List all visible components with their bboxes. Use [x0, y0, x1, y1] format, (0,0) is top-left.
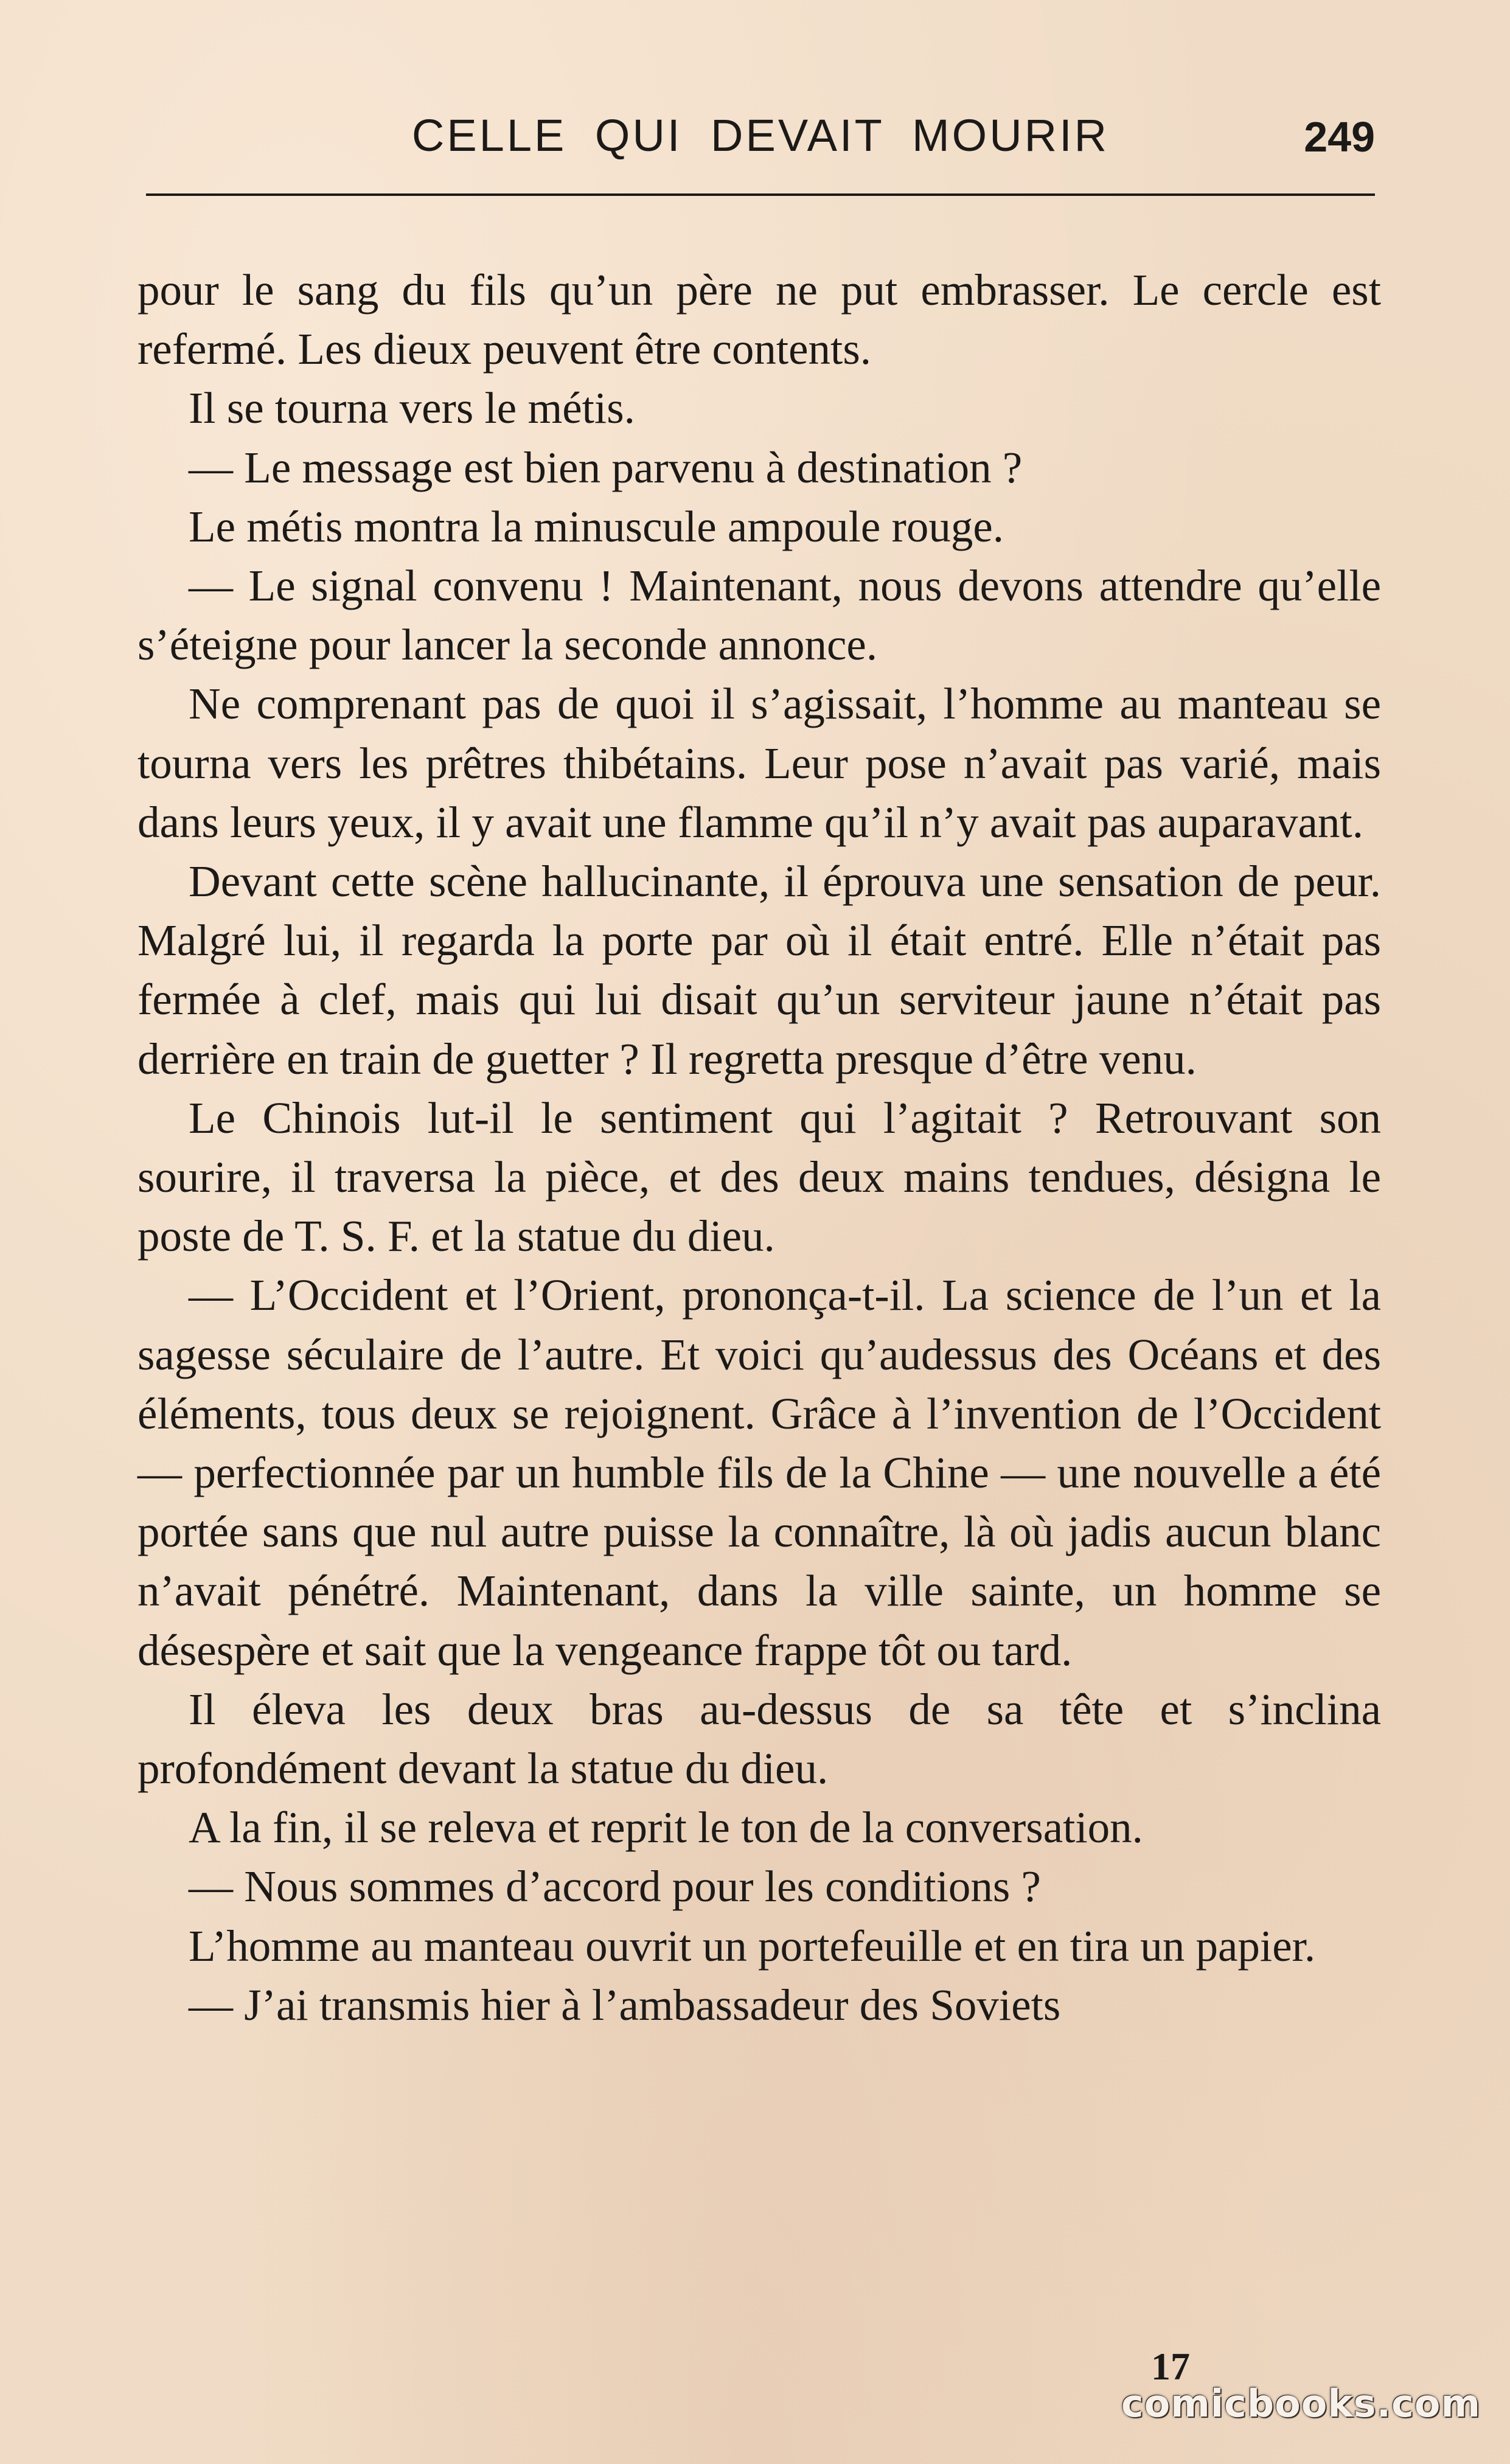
paragraph: Ne comprenant pas de quoi il s’agissait, l’homme au manteau se tourna vers les prêtres thibétains. Leur pose n’avait pas varié, mais dans leurs yeux, il y avait une flamme qu’il n’y avait pas auparavant. — [137, 679, 1381, 847]
watermark: comicbooks.com — [1121, 2381, 1481, 2426]
paragraph: Devant cette scène hallucinante, il éprouva une sensation de peur. Malgré lui, il regarda la porte par où il était entré. Elle n’était pas fermée à clef, mais qui lui disait qu’un serviteur jaune n’était pas derrière en train de guetter ? Il regretta presque d’être venu. — [137, 857, 1381, 1084]
body-text — [137, 260, 1381, 2034]
paragraph: — Le message est bien parvenu à destination ? — [189, 442, 1023, 492]
paragraph: Le Chinois lut-il le sentiment qui l’agitait ? Retrouvant son sourire, il traversa la pièce, et des deux mains tendues, désigna le poste de T. S. F. et la statue du dieu. — [137, 1093, 1381, 1261]
paragraph: L’homme au manteau ouvrit un portefeuille et en tira un papier. — [189, 1921, 1316, 1971]
paragraph: — J’ai transmis hier à l’ambassadeur des Soviets — [189, 1980, 1061, 2030]
paragraph: — L’Occident et l’Orient, prononça-t-il. La science de l’un et la sagesse séculaire de l’autre. Et voici qu’audessus des Océans et des éléments, tous deux se rejoignent. Grâce à l’invention de l’Occident — perfectionnée par un humble fils de la Chine — une nouvelle a été portée sans que nul autre puisse la connaître, là où jadis aucun blanc n’avait pénétré. Maintenant, dans la ville sainte, un homme se désespère et sait que la vengeance frappe tôt ou tard. — [137, 1270, 1381, 1675]
paragraph: — Nous sommes d’accord pour les conditions ? — [189, 1862, 1041, 1912]
paragraph: Il éleva les deux bras au-dessus de sa tête et s’inclina profondément devant la statue du dieu. — [137, 1684, 1381, 1794]
paragraph: — Le signal convenu ! Maintenant, nous devons attendre qu’elle s’éteigne pour lancer la seconde annonce. — [137, 561, 1381, 670]
running-head — [146, 108, 1375, 175]
page-number: 249 — [1304, 113, 1375, 161]
paragraph: pour le sang du fils qu’un père ne put embrasser. Le cercle est refermé. Les dieux peuvent être contents. — [137, 265, 1381, 374]
paragraph: A la fin, il se releva et reprit le ton de la conversation. — [189, 1803, 1143, 1853]
signature-mark: 17 — [1151, 2345, 1190, 2388]
header-rule — [146, 193, 1375, 196]
paragraph: Il se tourna vers le métis. — [189, 383, 635, 433]
running-title: CELLE QUI DEVAIT MOURIR — [411, 110, 1110, 161]
paragraph: Le métis montra la minuscule ampoule rouge. — [189, 501, 1004, 551]
